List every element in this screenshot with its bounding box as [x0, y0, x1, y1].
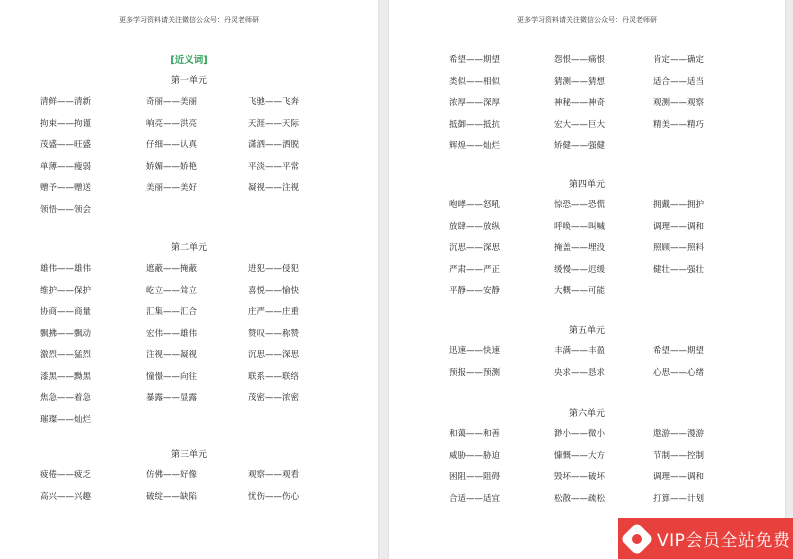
synonym-pair: 松散——疏松: [554, 493, 606, 504]
synonym-pair: 合适——适宜: [449, 493, 501, 504]
synonym-pair: 进犯——侵犯: [248, 264, 300, 274]
synonym-pair: 迅速——快速: [449, 346, 501, 356]
synonym-pair: 遮蔽——掩蔽: [146, 264, 198, 274]
synonym-pair: 调理——调和: [653, 221, 705, 232]
synonym-pair: 健壮——强壮: [653, 264, 705, 275]
synonym-pair: 平淡——平常: [248, 161, 300, 172]
synonym-pair: 希望——期望: [449, 55, 501, 65]
synonym-pair: 困阻——阻碍: [449, 472, 501, 482]
synonym-pair: 放肆——放纵: [449, 221, 501, 232]
synonym-pair: 心思——心绪: [653, 367, 705, 378]
synonym-pair: 沉思——深思: [449, 243, 501, 253]
synonym-pair: 茂密——浓密: [248, 393, 300, 403]
unit-title-1: 第一单元: [170, 76, 207, 86]
synonym-pair: 观察——观看: [248, 470, 300, 480]
synonym-pair: 预报——预测: [449, 367, 501, 378]
synonym-pair: 赠予——赠送: [40, 183, 92, 193]
synonym-pair: 照顾——照料: [653, 243, 705, 253]
synonym-pair: 高兴——兴趣: [40, 491, 92, 502]
synonym-pair: 适合——适当: [653, 76, 705, 87]
synonym-pair: 仿佛——好像: [146, 470, 198, 480]
synonym-pair: 严肃——严正: [449, 264, 501, 275]
synonym-pair: 单薄——瘦弱: [40, 161, 92, 172]
page-left: [0, 0, 378, 559]
synonym-pair: 美丽——美好: [146, 183, 198, 193]
synonym-pair: 辉煌——灿烂: [449, 141, 501, 151]
synonym-pair: 璀璨——灿烂: [40, 414, 92, 425]
synonym-pair: 激烈——猛烈: [40, 350, 92, 360]
synonym-pair: 咆哮——怒吼: [449, 200, 501, 210]
synonym-pair: 渺小——微小: [554, 429, 606, 439]
synonym-pair: 天涯——天际: [248, 118, 300, 129]
synonym-pair: 节制——控制: [653, 450, 705, 461]
synonym-pair: 怨恨——痛恨: [554, 55, 606, 65]
synonym-pair: 宏大——巨大: [554, 119, 606, 130]
synonym-pair: 央求——恳求: [554, 367, 606, 378]
synonym-pair: 猜测——猜想: [554, 76, 606, 87]
synonym-pair: 平静——安静: [449, 286, 501, 296]
unit-title-6: 第六单元: [568, 409, 605, 419]
synonym-pair: 观测——观察: [653, 98, 705, 108]
vip-badge-text: VIP会员全站免费: [657, 531, 791, 551]
synonym-pair: 暴露——显露: [146, 393, 198, 403]
synonym-pair: 潇洒——洒脱: [248, 140, 300, 150]
synonym-pair: 和蔼——和善: [449, 429, 501, 439]
synonym-pair: 茂盛——旺盛: [40, 140, 92, 150]
synonym-pair: 协商——商量: [40, 307, 92, 317]
synonym-pair: 仔细——认真: [146, 140, 198, 150]
synonym-pair: 呼唤——叫喊: [554, 221, 606, 232]
unit-title-4: 第四单元: [568, 180, 605, 190]
synonym-pair: 赞叹——称赞: [248, 328, 300, 339]
synonym-pair: 维护——保护: [40, 285, 92, 296]
synonym-pair: 遨游——漫游: [653, 429, 705, 439]
synonym-pair: 领悟——领会: [40, 204, 92, 215]
page-right: [389, 0, 785, 559]
synonym-pair: 飘拂——飘动: [40, 328, 92, 339]
synonym-pair: 肯定——确定: [653, 55, 705, 65]
synonym-pair: 神秘——神奇: [554, 98, 606, 108]
synonym-pair: 惊恐——恐慌: [554, 200, 606, 210]
synonym-pair: 掩盖——埋没: [554, 243, 606, 253]
synonym-pair: 忧伤——伤心: [248, 491, 300, 502]
synonym-pair: 宏伟——雄伟: [146, 328, 198, 339]
synonym-pair: 憧憬——向往: [146, 371, 198, 382]
synonym-pair: 拥戴——拥护: [653, 200, 705, 210]
synonym-pair: 沉思——深思: [248, 350, 300, 360]
synonym-pair: 喜悦——愉快: [248, 285, 300, 296]
synonym-pair: 凝视——注视: [248, 183, 300, 193]
vip-diamond-icon: [620, 522, 654, 556]
synonym-pair: 威胁——胁迫: [449, 450, 501, 461]
synonym-pair: 飞驰——飞奔: [248, 97, 300, 107]
synonym-pair: 疲倦——疲乏: [40, 470, 92, 480]
synonym-pair: 奇丽——美丽: [146, 97, 198, 107]
synonym-pair: 响亮——洪亮: [146, 118, 198, 129]
synonym-pair: 破绽——缺陷: [146, 491, 198, 502]
synonym-pair: 焦急——着急: [40, 393, 92, 403]
synonym-pair: 丰满——丰盈: [554, 346, 606, 356]
synonym-pair: 毁坏——破坏: [554, 472, 606, 482]
synonym-pair: 漆黑——黝黑: [40, 371, 92, 382]
synonym-pair: 屹立——耸立: [146, 285, 198, 296]
synonym-pair: 打算——计划: [653, 493, 705, 504]
synonym-pair: 大概——可能: [554, 286, 606, 296]
synonym-pair: 娇媚——娇艳: [146, 161, 198, 172]
vip-badge[interactable]: [618, 518, 793, 559]
synonym-pair: 雄伟——雄伟: [40, 264, 92, 274]
synonym-pair: 调理——调和: [653, 472, 705, 482]
unit-title-3: 第三单元: [170, 450, 207, 460]
page-header: 更多学习资料请关注微信公众号：丹灵老师研: [517, 16, 657, 24]
unit-title-5: 第五单元: [568, 326, 605, 336]
synonym-pair: 浓厚——深厚: [449, 98, 501, 108]
synonym-pair: 清鲜——清新: [40, 97, 92, 107]
synonym-pair: 庄严——庄重: [248, 307, 300, 317]
synonym-pair: 注视——凝视: [146, 350, 198, 360]
synonym-pair: 缓慢——迟缓: [554, 264, 606, 275]
synonym-pair: 汇集——汇合: [146, 307, 198, 317]
section-tag-synonyms: [近义词]: [170, 55, 208, 66]
page-header: 更多学习资料请关注微信公众号：丹灵老师研: [119, 16, 259, 24]
synonym-pair: 精美——精巧: [653, 119, 705, 130]
synonym-pair: 抵御——抵抗: [449, 119, 501, 130]
unit-title-2: 第二单元: [170, 243, 207, 253]
synonym-pair: 拘束——拘谨: [40, 118, 92, 129]
synonym-pair: 希望——期望: [653, 346, 705, 356]
synonym-pair: 类似——相似: [449, 76, 501, 87]
synonym-pair: 矫健——强健: [554, 141, 606, 151]
synonym-pair: 联系——联络: [248, 371, 300, 382]
synonym-pair: 慷慨——大方: [554, 450, 606, 461]
